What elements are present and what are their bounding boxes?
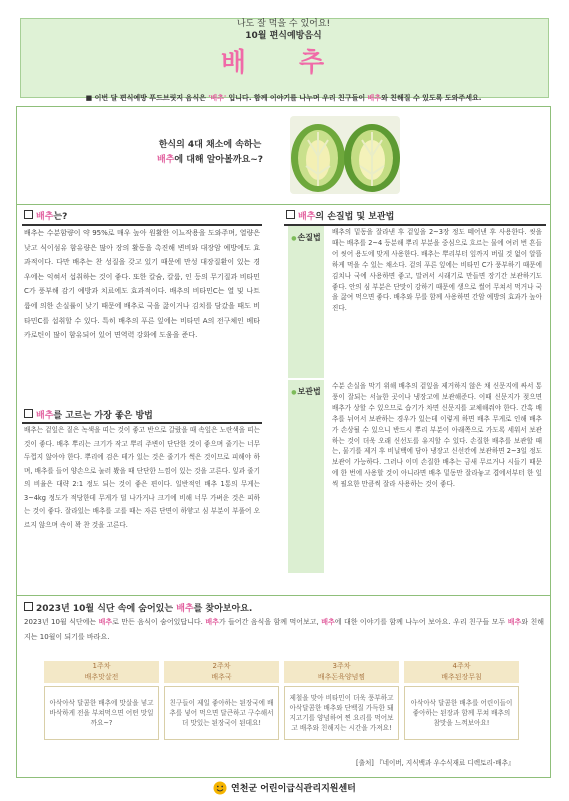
store-body: 수분 손실을 막기 위해 배추의 겉잎을 제거하지 않은 채 신문지에 싸서 통풍이 잘되는 서늘한 곳이나 냉장고에 보관해준다. 이때 신문지가 젖으면 배추가 상할 수 있으므로 습기가 차면 신문지를 교체해줘야 한다. 간혹 배추를 뉘어서 보관하는 경우가 있는데 이렇게 하면 배추 무게로 인해 배추가 손상될 수 있으니 반드시 뿌리 부분이 아래쪽으로 가도록 세워서 보관하는 것이 더욱 오래 신선도를 유지할 수 있다. 손질한 배추를 보관할 때는, 물기를 제거 후 비닐백에 담아 냉장고 신선칸에 보관하면 2~3일 정도 보관이 가능하다. 그러나 이미 손질한 배추는 금새 무르거나 시들기 때문에 한 번에 사용할 것이 아니라면 배추 밑동만 잘라놓고 겹에서부터 한 잎씩 필요한 만큼씩 잘라 사용하는 것이 좋다. [332,382,542,489]
header-subtitle: 10월 편식예방음식 [245,31,322,41]
question-line-2: 배추에 대해 알아볼까요~? [157,155,263,165]
week-card-body: 아삭아삭 달콤한 배추를 어린이들이 좋아하는 된장과 함께 무쳐 배추의 참맛을 느껴보아요! [404,686,519,740]
question-line-1: 한식의 4대 채소에 속하는 [158,140,262,150]
october-heading: 2023년 10월 식단 속에 숨어있는 배추를 찾아보아요. [24,602,252,615]
week-card-header: 2주차 배추국 [164,661,279,683]
what-is-body: 배추는 수분함량이 약 95%로 매우 높아 원활한 이뇨작용을 도와주며, 열량은 낮고 식이섬유 함유량은 많아 장의 활동을 촉진해 변비와 대장암 예방에도 효과적이다. 다만 배추는 찬 성질을 갖고 있기 때문에 만성 대장질환이 있는 경우에는 익혀서 섭취하는 것이 좋다. 또한 칼슘, 칼륨, 인 등의 무기질과 비타민C가 풍부해 감기 예방과 치료에도 효과적이다. 배추의 비타민C는 열 및 나트륨에 의한 손실률이 낮기 때문에 배추로 국을 끓이거나 김치를 담갔을 때도 비타민C를 섭취할 수 있다. 특히 배추의 푸른 잎에는 비타민 A의 전구체인 베타카로틴이 많이 함유되어 있어 면역력 강화에 도움을 준다. [24,229,260,340]
week-card-body: 친구들이 제일 좋아하는 된장국에 배추를 넣어 먹으면 달큰하고 구수해서 더 맛있는 된장국이 된데요! [164,686,279,740]
section-divider [16,595,551,596]
source-note: [출처] 『네이버, 지식백과 우수식재료 디렉토리-배추』 [356,759,515,767]
footer-org: 연천군 어린이급식관리지원센터 [231,784,356,794]
what-is-heading: 배추는? [24,210,67,223]
header-tagline: 나도 잘 먹을 수 있어요! [236,19,331,29]
week-card-body: 제철을 맞아 비타민이 더욱 풍부하고 아삭달콤한 배추와 단백질 가득한 돼지고기를 양념하여 찐 요리를 먹어보고 배추와 친해지는 시간을 가져요! [284,686,399,740]
store-label: ● 보관법 [288,380,324,573]
week-card-header: 4주차 배추된장무침 [404,661,519,683]
page-title: 배 추 [220,48,347,78]
week-card-body: 아삭아삭 달콤한 배추에 맛살을 넣고 바삭하게 전을 부쳐먹으면 어떤 맛일까요~? [44,686,159,740]
week-card-header: 3주차 배추돈육양념찜 [284,661,399,683]
prep-body: 배추의 밑동을 잘라낸 후 겉잎을 2~3장 정도 떼어낸 후 사용한다. 씻을 때는 배추를 2~4 등분해 뿌리 부분을 중심으로 흐르는 물에 여러 번 흔들어 씻어 용도에 맞게 사용한다. 배추는 뿌리부터 잎까지 버릴 것 없이 알뜰하게 먹을 수 있는 채소다. 겉의 푸른 잎에는 비타민 C가 풍부하기 때문에 김치나 국에 사용하면 좋고, 말려서 시래기로 만들면 장기간 보관하기도 좋다. 안의 심 부분은 단맛이 강하기 때문에 생으로 썰어 무쳐서 먹거나 국을 끓여 먹으면 좋다. 배추와 무를 함께 사용하면 간암 예방의 효과가 높아진다. [332,228,542,313]
intro-text: ■ 이번 달 편식예방 푸드브릿지 음식은 '배추' 입니다. 함께 이야기를 나누며 우리 친구들이 배추와 친해질 수 있도록 도와주세요. [85,94,482,102]
choose-heading: 배추를 고르는 가장 좋은 방법 [24,409,153,422]
smile-logo-icon [213,780,227,794]
week-card-header: 1주차 배추맛살전 [44,661,159,683]
section-divider [16,204,551,205]
prep-label: ● 손질법 [288,226,324,378]
october-intro: 2023년 10월 식단에는 배추로 만든 음식이 숨어있답니다. 배추가 들어간 음식을 함께 먹어보고, 배추에 대한 이야기를 함께 나누어 보아요. 우리 친구들 모두 배추와 친해지는 10월이 되기를 바라요. [24,618,544,641]
choose-body: 배추는 겉잎은 짙은 녹색을 띠는 것이 좋고 반으로 갈랐을 때 속잎은 노란색을 띠는 것이 좋다. 배추 뿌리는 크기가 작고 뿌리 주변이 단단한 것이 좋으며 줄기는 너무 두껍지 않아야 한다. 뿌리에 검은 테가 있는 것은 줄기가 썩은 것이므로 피해야 하며, 배추를 들어 양손으로 눌러 봤을 때 단단한 느낌이 있는 것을 고른다. 잎과 줄기의 비율은 대략 2:1 정도 되는 것이 좋은 편이다. 일반적인 배추 1통의 무게는 3~4kg 정도가 적당한데 무게가 덜 나가거나 크기에 비해 너무 가벼운 것은 피하는 것이 좋다. 잘라있는 배추를 고를 때는 자른 단면이 하얗고 심 부분이 부풀어 오르지 않으며 속이 꽉 찬 것을 고른다. [24,426,260,529]
cabbage-image [290,116,400,194]
care-heading: 배추의 손질법 및 보관법 [286,210,394,223]
